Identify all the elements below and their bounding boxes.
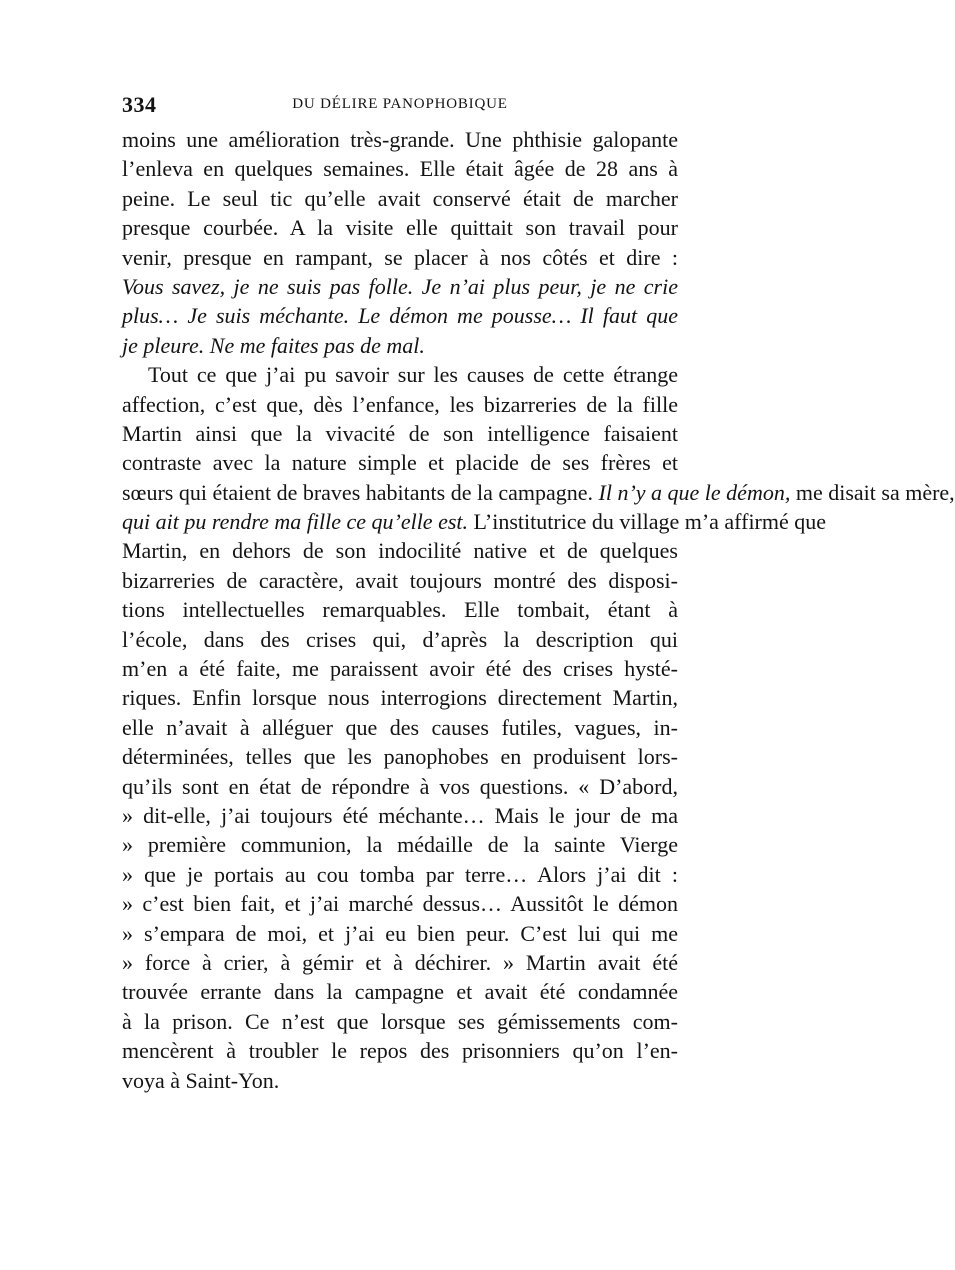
text-line: elle n’avait à alléguer que des causes futiles, vagues, in- xyxy=(122,714,678,740)
text-line: venir, presque en rampant, se placer à nos côtés et dire : xyxy=(122,244,678,270)
text-run-italic: Il n’y a que le démon, xyxy=(598,479,791,505)
text-line: m’en a été faite, me paraissent avoir été des crises hysté- xyxy=(122,656,678,682)
text-run-italic: qui ait pu rendre ma fille ce qu’elle est. xyxy=(122,509,469,535)
text-line xyxy=(122,507,827,536)
text-line: » dit-elle, j’ai toujours été méchante… Mais le jour de ma xyxy=(122,802,678,828)
text-line: je pleure. Ne me faites pas de mal. xyxy=(122,332,425,358)
text-line: » première communion, la médaille de la sainte Vierge xyxy=(122,832,678,858)
text-line: affection, c’est que, dès l’enfance, les bizarreries de la fille xyxy=(122,391,678,417)
text-line: bizarreries de caractère, avait toujours montré des disposi- xyxy=(122,567,678,593)
text-run: me disait sa mère, xyxy=(795,479,955,505)
text-line: tions intellectuelles remarquables. Elle tombait, étant à xyxy=(122,597,678,623)
text-line: qu’ils sont en état de répondre à vos questions. « D’abord, xyxy=(122,773,678,799)
text-line: Martin ainsi que la vivacité de son intelligence faisaient xyxy=(122,420,678,446)
text-line: à la prison. Ce n’est que lorsque ses gémissements com- xyxy=(122,1008,678,1034)
text-line: Tout ce que j’ai pu savoir sur les causes de cette étrange xyxy=(148,362,678,388)
text-line: » s’empara de moi, et j’ai eu bien peur. C’est lui qui me xyxy=(122,920,678,946)
body-text xyxy=(122,125,955,1095)
text-line: riques. Enfin lorsque nous interrogions directement Martin, xyxy=(122,685,678,711)
text-line: voya à Saint-Yon. xyxy=(122,1067,280,1093)
text-line: » que je portais au cou tomba par terre… Alors j’ai dit : xyxy=(122,861,678,887)
text-run: L’institutrice du village m’a affirmé que xyxy=(473,509,827,535)
text-line: l’école, dans des crises qui, d’après la description qui xyxy=(122,626,678,652)
text-line: Martin, en dehors de son indocilité native et de quelques xyxy=(122,538,678,564)
text-run: sœurs qui étaient de braves habitants de la campagne. xyxy=(122,479,594,505)
text-line: déterminées, telles que les panophobes en produisent lors- xyxy=(122,744,678,770)
page-number: 334 xyxy=(122,92,157,117)
text-line: moins une amélioration très-grande. Une phthisie galopante xyxy=(122,127,678,152)
running-title: DU DÉLIRE PANOPHOBIQUE xyxy=(292,96,508,112)
text-line: mencèrent à troubler le repos des prisonniers qu’on l’en- xyxy=(122,1038,678,1064)
text-line xyxy=(122,478,955,507)
page-header xyxy=(122,92,678,120)
text-line: » c’est bien fait, et j’ai marché dessus… Aussitôt le démon xyxy=(122,891,678,917)
text-line: presque courbée. A la visite elle quittait son travail pour xyxy=(122,215,678,241)
text-line: contraste avec la nature simple et placide de ses frères et xyxy=(122,450,678,476)
text-line: Vous savez, je ne suis pas folle. Je n’ai plus peur, je ne crie xyxy=(122,273,678,299)
text-line: trouvée errante dans la campagne et avait été condamnée xyxy=(122,979,678,1005)
text-line: plus… Je suis méchante. Le démon me pousse… Il faut que xyxy=(122,303,678,329)
text-line: l’enleva en quelques semaines. Elle était âgée de 28 ans à xyxy=(122,156,678,182)
text-line: peine. Le seul tic qu’elle avait conservé était de marcher xyxy=(122,185,678,211)
text-line: » force à crier, à gémir et à déchirer. » Martin avait été xyxy=(122,949,678,975)
